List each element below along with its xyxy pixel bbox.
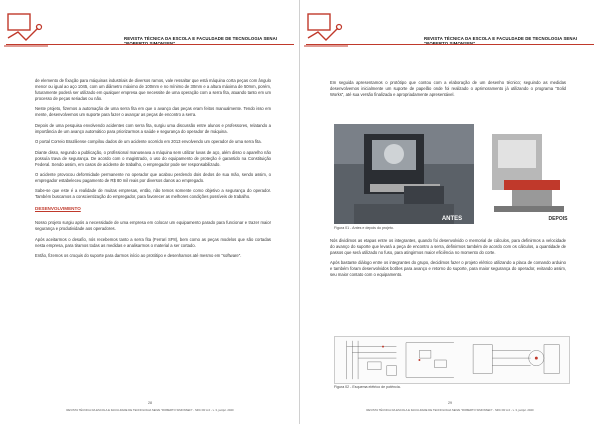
journal-title: REVISTA TÉCNICA DA ESCOLA E FACULDADE DE TECNOLOGIA SENAI (424, 36, 578, 41)
paragraph: Após aceitarmos o desafio, nós recebemos tanto a serra fita (Ferrari SF8), bem como as peças modelos que são cortadas nesta empresa, para tiramos todas as medidas e analisarmos o material a ser cortado. (35, 236, 271, 248)
header-divider (306, 44, 594, 45)
paragraph: Em seguida apresentamos o protótipo que contou com a elaboração de um desenho técnico; seguindo as medidas desenvolvemos inicialmente um suporte de papelão onde foi realizado o aprimoramento já utilizando o programa "Solid Works", até sua versão finalizada e apropriadamente apresentável. (330, 80, 566, 97)
paragraph: Nós dividimos as etapas entre os integrantes, quando foi desenvolvido o memorial de cálculos, para definirmos a velocidade do avanço do suporte que levará a peça de encontro a serra, definirmos também de acordo com os cálculos, a quantidade de passos que será utilizado no fuso, para atingirmos maior eficiência no momento do corte. (330, 238, 566, 255)
figure-before-after (334, 124, 570, 224)
page-number: 29 (448, 401, 452, 405)
paragraph: Após bastante diálogo entre os integrantes do grupo, decidimos fazer o projeto elétrico utilizando a placa de comando arduino e também foram desenvolvidos botões para avanço e retorno do suporte, para maior segurança do operador, evitando assim, seu maior contato com o equipamento. (330, 260, 566, 278)
journal-logo-icon (304, 10, 348, 48)
paragraph: de elemento de fixação para máquinas industriais de diversos ramos, vale ressaltar que está máquina corta peças com ângulo menor ou igual ao aço 1045, com um diâmetro máximo de 100mm e no mínimo de 30mm e a altura máxima de 50mm, porém, futuramente poderá ser utilizado em qualquer empresa que necessite de uma operação com a serra fita, atuando tanto em um processo de peças seriadas ou não. (35, 78, 271, 101)
header-divider (6, 44, 294, 45)
journal-logo-icon (4, 10, 48, 48)
page-footer: REVISTA TÉCNICA DA ESCOLA E FACULDADE DE TECNOLOGIA SENAI "ROBERTO SIMONSEN" - SRC FR A.0 - v. 3, jan/jul. 2020 (366, 408, 534, 412)
right-body-text (330, 238, 566, 283)
page-footer: REVISTA TÉCNICA DA ESCOLA E FACULDADE DE TECNOLOGIA SENAI "ROBERTO SIMONSEN" - SRC FR A.0 - v. 3, jan/jul. 2020 (66, 408, 234, 412)
paragraph: Sabe-se que este é a realidade de muitas empresas, então, não temos somente como objetivo a segurança do operador. Também buscamos a conscientização do empregador, para favorecer as melhores condições possíveis de trabalho. (35, 188, 271, 200)
figure-caption: Figura 02 - Esquema elétrico de potência. (334, 385, 401, 389)
electrical-schematic-figure (334, 336, 570, 384)
right-page (300, 0, 600, 424)
page-number: 28 (148, 401, 152, 405)
section-heading: DESENVOLVIMENTO (35, 206, 81, 212)
journal-title: REVISTA TÉCNICA DA ESCOLA E FACULDADE DE TECNOLOGIA SENAI (124, 36, 278, 41)
paragraph: Diante disso, segundo a publicação, o profissional manuseava a máquina sem utilizar luvas de aço, além disso o aparelho não possuía trava de segurança. De acordo com o magistrado, o uso do equipamento de proteção é garantido na Constituição Federal. Sendo assim, em casos de acidente de trabalho, o empregador pode ser responsabilizado. (35, 149, 271, 167)
after-label: DEPOIS (548, 216, 568, 222)
left-body-text (35, 78, 271, 264)
paragraph: O portal Correio Braziliense compilou dados de um acidente ocorrido em 2013 envolvendo um operador de uma serra fita. (35, 139, 262, 145)
paragraph: Então, fizemos os croquis do suporte para darmos início ao protótipo e desenhamos até mesmo em "software". (35, 253, 242, 259)
paragraph: Depois de uma pesquisa envolvendo acidentes com serra fita, surgiu uma discussão entre alunos e professores, relatando a importância de um avanço automático para priorizarmos a saúde e segurança do operador de máquina. (35, 122, 271, 134)
figure-caption: Figura 01 - Antes e depois do projeto. (334, 226, 394, 230)
before-label: ANTES (441, 216, 463, 222)
page-header (300, 4, 600, 46)
right-intro-text (330, 80, 566, 102)
paragraph: Neste projeto, fizemos a automação de uma serra fita em que o avanço das peças eram feitos manualmente. Tendo isso em mente, desenvolvemos um suporte para fazer o avançar as peças de encontro a serra. (35, 106, 271, 118)
paragraph: O acidente provocou deformidade permanente no operador que acabou perdendo dois dedos de sua mão, sendo assim, o empregador estabeleceu pagamento de R$ 80 mil reais por diversos danos ao empregado. (35, 171, 271, 183)
paragraph: Nosso projeto surgiu após a necessidade de uma empresa em colocar um equipamento parado para funcionar e trazer maior segurança e produtividade aos operadores. (35, 220, 271, 232)
page-header (0, 4, 300, 46)
